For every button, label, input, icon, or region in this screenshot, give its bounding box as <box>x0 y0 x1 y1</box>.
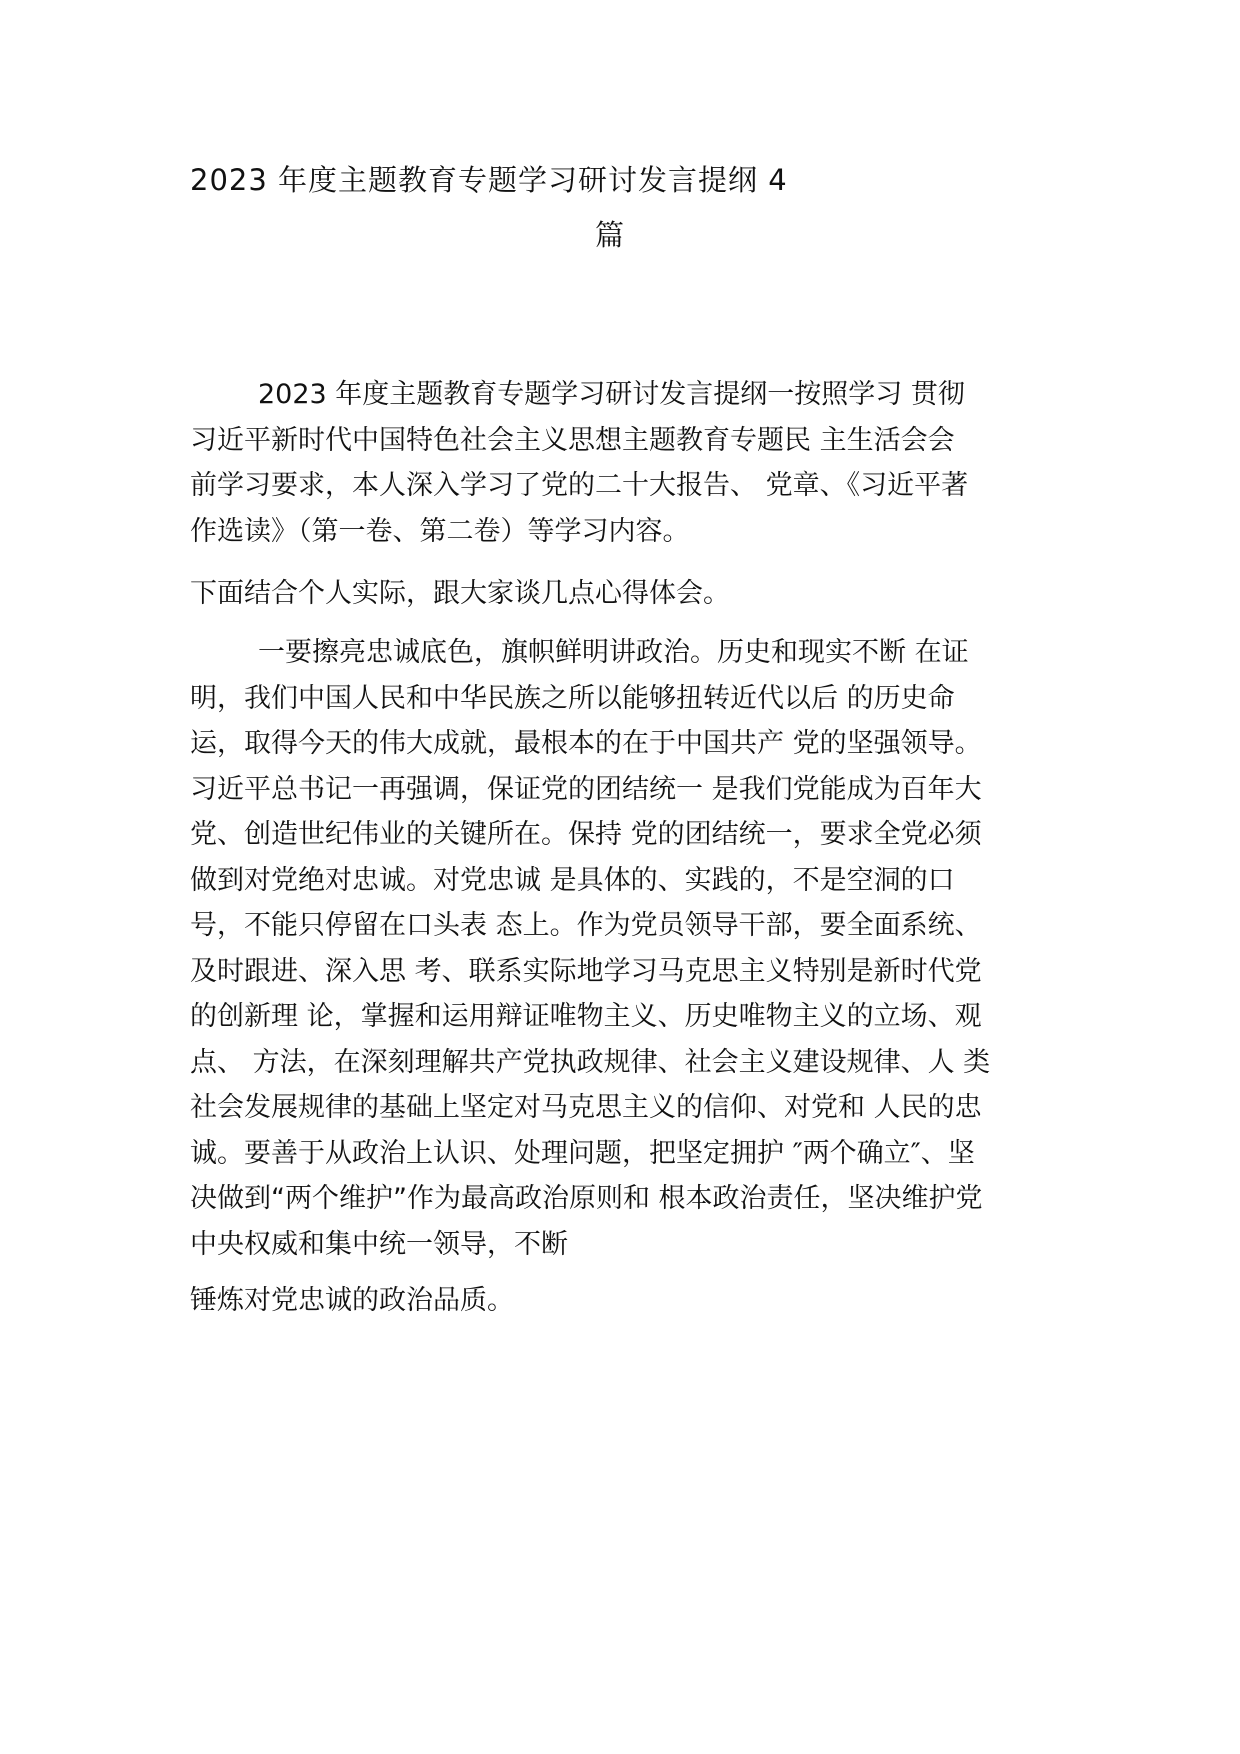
text-line: 做到对党绝对忠诚。对党忠诚 是具体的、实践的，不是空洞的口 <box>190 864 955 896</box>
text-line: 点、 方法，在深刻理解共产党执政规律、社会主义建设规律、人 类 <box>190 1046 991 1078</box>
text-line: 习近平新时代中国特色社会主义思想主题教育专题民 主生活会会 <box>190 424 955 456</box>
text-line: 及时跟进、深入思 考、联系实际地学习马克思主义特别是新时代党 <box>190 955 982 987</box>
text-line: 社会发展规律的基础上坚定对马克思主义的信仰、对党和 人民的忠 <box>190 1092 982 1123</box>
text-line: 中央权威和集中统一领导，不断 <box>190 1228 568 1260</box>
text-line: 锤炼对党忠诚的政治品质。 <box>190 1285 514 1316</box>
document-title-line-1: 2023 年度主题教育专题学习研讨发言提纲 4 <box>190 163 788 197</box>
text-line: 作选读》（第一卷、第二卷）等学习内容。 <box>190 515 690 547</box>
paragraph-closing <box>190 1278 1070 1324</box>
text-line: 习近平总书记一再强调，保证党的团结统一 是我们党能成为百年大 <box>190 773 982 805</box>
text-line: 一要擦亮忠诚底色，旗帜鲜明讲政治。历史和现实不断 在证 <box>258 637 969 668</box>
text-line: 明，我们中国人民和中华民族之所以能够扭转近代以后 的历史命 <box>190 682 955 714</box>
text-line: 号，不能只停留在口头表 态上。作为党员领导干部，要全面系统、 <box>190 910 982 941</box>
text-line: 运，取得今天的伟大成就，最根本的在于中国共产 党的坚强领导。 <box>190 728 982 759</box>
paragraph-point-one <box>190 630 1070 1267</box>
text-line: 诚。要善于从政治上认识、处理问题，把坚定拥护 ″两个确立″、坚 <box>190 1137 975 1169</box>
document-title-line-2: 篇 <box>595 218 625 252</box>
paragraph-transition <box>190 571 1070 617</box>
text-line: 决做到“两个维护”作为最高政治原则和 根本政治责任，坚决维护党 <box>190 1183 983 1214</box>
paragraph-intro <box>190 372 1070 554</box>
text-line: 前学习要求，本人深入学习了党的二十大报告、 党章、《习近平著 <box>190 470 969 501</box>
text-line: 2023 年度主题教育专题学习研讨发言提纲一按照学习 贯彻 <box>258 379 965 410</box>
text-line: 的创新理 论，掌握和运用辩证唯物主义、历史唯物主义的立场、观 <box>190 1001 982 1032</box>
text-line: 下面结合个人实际，跟大家谈几点心得体会。 <box>190 578 730 609</box>
text-line: 党、创造世纪伟业的关键所在。保持 党的团结统一，要求全党必须 <box>190 819 982 850</box>
